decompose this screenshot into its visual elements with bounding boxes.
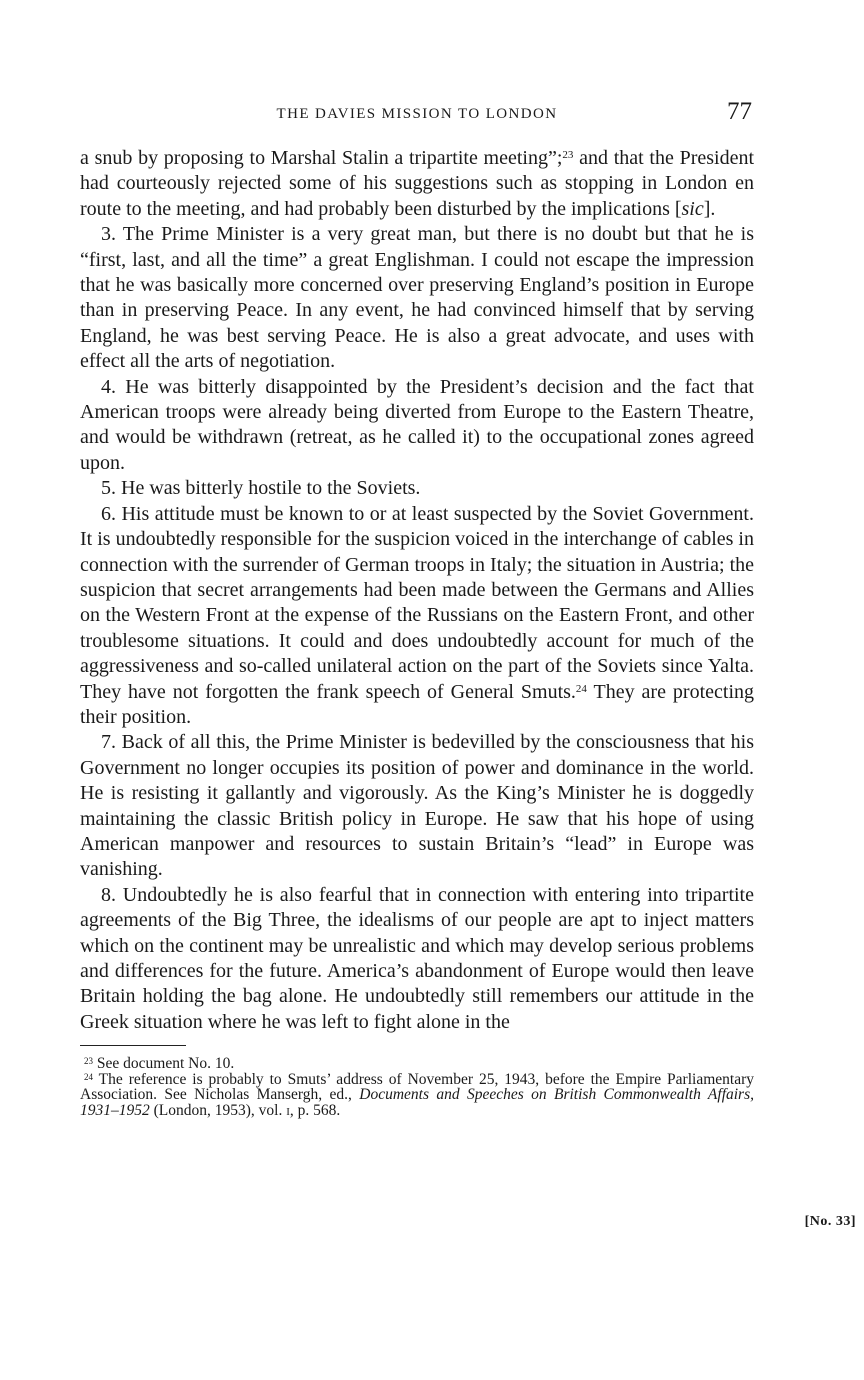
document-page: [80, 96, 754, 1118]
footnote-number: 24: [84, 1071, 93, 1082]
footnotes: [80, 1056, 754, 1118]
footnote-text: , p. 568.: [289, 1101, 341, 1119]
footnote-ref-24: 24: [575, 682, 587, 695]
footnote-23: [80, 1056, 754, 1072]
paragraph-continuation: [80, 146, 754, 222]
paragraph-8: 8. Undoubtedly he is also fearful that in connection with entering into tripartite agreements of the Big Three, the idealisms of our people are apt to inject matters which on the continent may be unrealistic and which may develop serious problems and differences for the future. America’s abandonment of Europe would then leave Britain holding the bag alone. He undoubtedly still remembers our attitude in the Greek situation where he was left to fight alone in the: [80, 883, 754, 1033]
footnote-ref-23: 23: [562, 149, 574, 161]
paragraph-text: 6. His attitude must be known to or at least suspected by the Soviet Government. It is undoubtedly responsible for the suspicion voiced in the interchange of cables in connection with the surrender of German troops in Italy; the situation in Austria; the suspicion that secret arrangements had been made between the Germans and Allies on the Western Front at the expense of the Russians on the Eastern Front, and other troublesome situations. It could and does undoubtedly account for much of the aggressiveness and so-called unilateral action on the part of the Soviets since Yalta. They have not forgotten the frank speech of General Smuts.: [80, 502, 754, 703]
footnote-text: (London, 1953), vol.: [149, 1101, 287, 1119]
footnote-text: The reference is probably to Smuts’ address of November 25, 1943, before the Empire Parliamentary Association. See Nicholas Mansergh, ed.,: [80, 1070, 754, 1104]
paragraph-text: and that the President had courteously rejected some of his suggestions such as stopping in London en route to the meeting, and had probably been disturbed by the implications [: [80, 147, 755, 220]
body-text: [80, 146, 754, 1035]
paragraph-6: [80, 502, 754, 731]
footnote-text: See document No. 10.: [93, 1055, 235, 1073]
footnote-divider: [80, 1045, 186, 1046]
running-head: [80, 96, 754, 132]
footnote-book-title: Documents and Speeches on British Commonwealth Affairs, 1931–1952: [80, 1086, 755, 1119]
running-title: THE DAVIES MISSION TO LONDON: [276, 106, 558, 122]
paragraph-text: ].: [703, 197, 716, 220]
paragraph-5: 5. He was bitterly hostile to the Soviets.: [101, 477, 421, 500]
paragraph-text: They are protecting their position.: [80, 680, 754, 728]
paragraph-7: 7. Back of all this, the Prime Minister is bedevilled by the consciousness that his Government no longer occupies its position of power and dominance in the world. He is resisting it gallantly and vigorously. As the King’s Minister he is doggedly maintaining the classic British policy in Europe. He saw that his hope of using American manpower and resources to sustain Britain’s “lead” in Europe was vanishing.: [80, 731, 754, 881]
sic-italic: sic: [681, 197, 704, 220]
document-marker: [No. 33]: [804, 1214, 856, 1229]
paragraph-4: 4. He was bitterly disappointed by the President’s decision and the fact that American troops were already being diverted from Europe to the Eastern Theatre, and would be withdrawn (retreat, as he called it) to the occupational zones agreed upon.: [80, 375, 754, 474]
footnote-volume: i: [286, 1101, 290, 1119]
footnote-24: [80, 1072, 754, 1119]
paragraph-text: a snub by proposing to Marshal Stalin a tripartite meeting”;: [80, 147, 563, 169]
page-number: 77: [727, 98, 752, 125]
footnote-number: 23: [84, 1056, 93, 1067]
paragraph-3: 3. The Prime Minister is a very great man, but there is no doubt but that he is “first, last, and all the time” a great Englishman. I could not escape the impression that he was basically more concerned over preserving England’s position in Europe than in preserving Peace. In any event, he had convinced himself that by serving England, he was best serving Peace. He is also a great advocate, and uses with effect all the arts of negotiation.: [80, 223, 754, 373]
